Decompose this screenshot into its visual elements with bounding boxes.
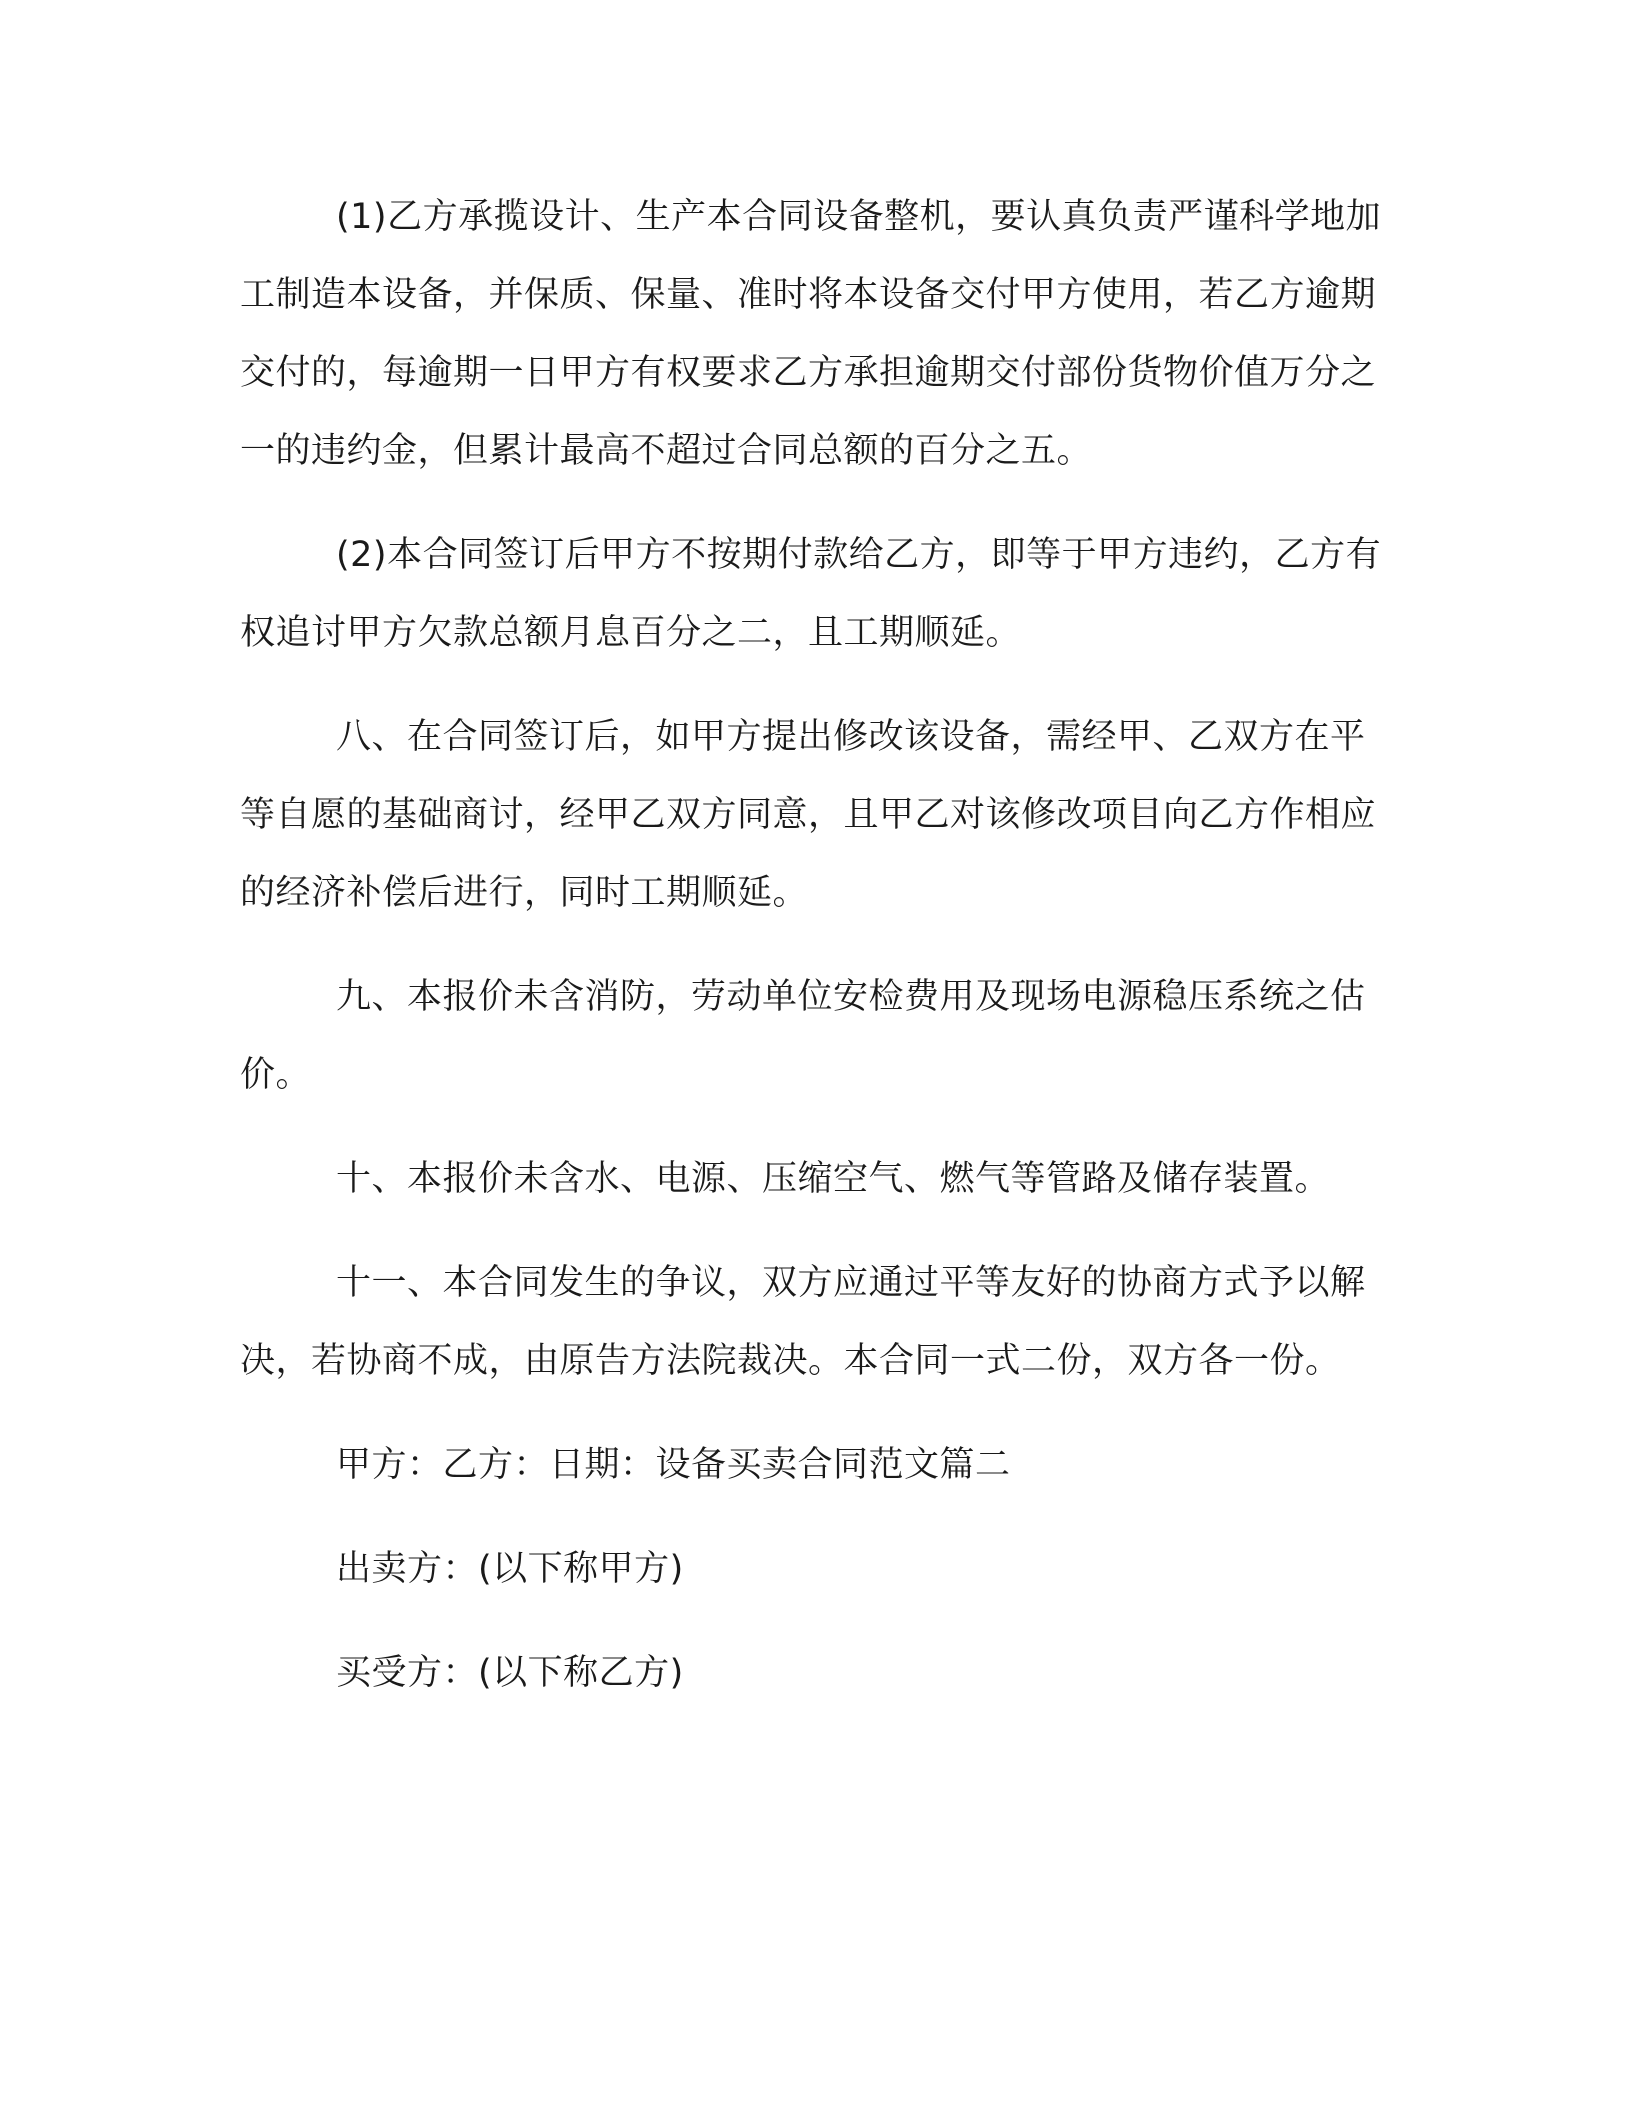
clause-11-paragraph: 十一、本合同发生的争议，双方应通过平等友好的协商方式予以解决，若协商不成，由原告方法院裁决。本合同一式二份，双方各一份。 xyxy=(240,1263,1366,1381)
buyer-line: 买受方：(以下称乙方) xyxy=(336,1653,684,1693)
clause-8-paragraph: 八、在合同签订后，如甲方提出修改该设备，需经甲、乙双方在平等自愿的基础商讨，经甲乙双方同意，且甲乙对该修改项目向乙方作相应的经济补偿后进行，同时工期顺延。 xyxy=(240,717,1377,913)
document-page xyxy=(240,178,1390,1712)
seller-line: 出卖方：(以下称甲方) xyxy=(336,1549,684,1589)
clause-10-paragraph: 十、本报价未含水、电源、压缩空气、燃气等管路及储存装置。 xyxy=(336,1159,1331,1199)
clause-2-paragraph: (2)本合同签订后甲方不按期付款给乙方，即等于甲方违约，乙方有权追讨甲方欠款总额月息百分之二，且工期顺延。 xyxy=(240,535,1382,653)
clause-9-paragraph: 九、本报价未含消防，劳动单位安检费用及现场电源稳压系统之估价。 xyxy=(240,977,1366,1095)
clause-1-paragraph: (1)乙方承揽设计、生产本合同设备整机，要认真负责严谨科学地加工制造本设备，并保质、保量、准时将本设备交付甲方使用，若乙方逾期交付的，每逾期一日甲方有权要求乙方承担逾期交付部份货物价值万分之一的违约金，但累计最高不超过合同总额的百分之五。 xyxy=(240,197,1382,471)
signature-line: 甲方：乙方：日期：设备买卖合同范文篇二 xyxy=(336,1445,1011,1485)
